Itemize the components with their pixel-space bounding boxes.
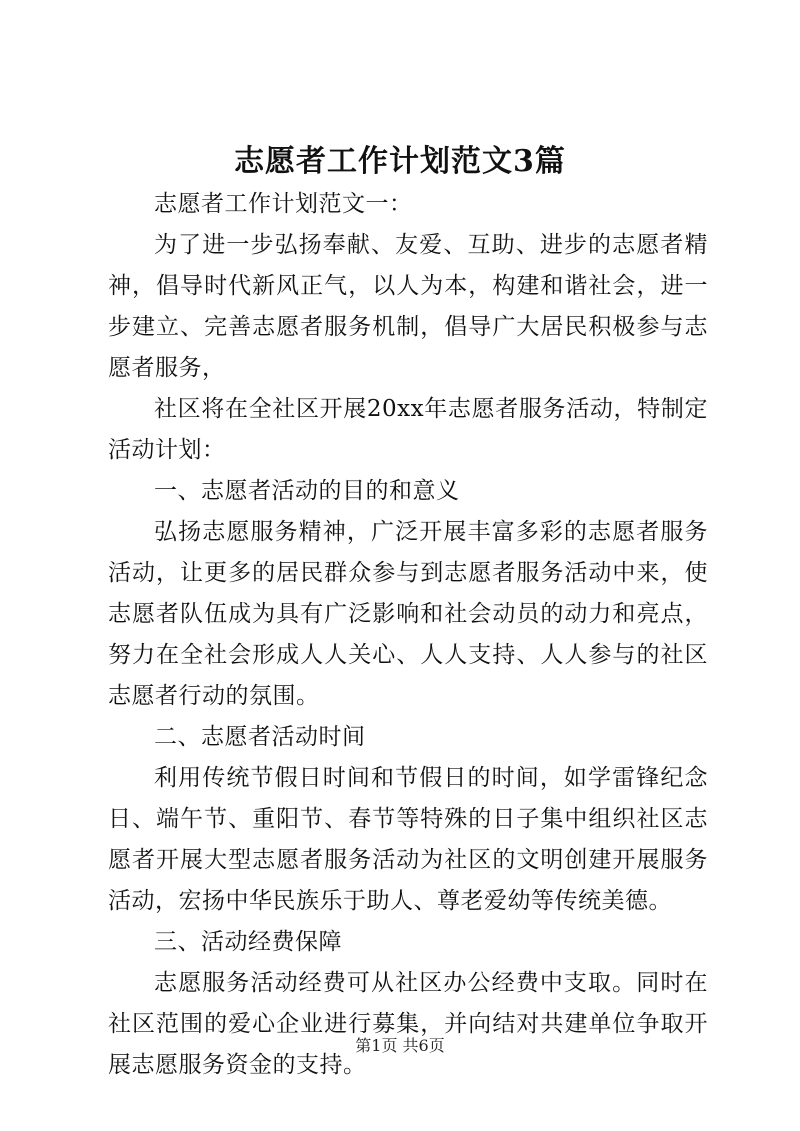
section-heading-purpose: 一、志愿者活动的目的和意义: [154, 478, 460, 504]
paragraph-purpose-detail: 弘扬志愿服务精神，广泛开展丰富多彩的志愿者服务活动，让更多的居民群众参与到志愿者服务活动中来，使志愿者队伍成为具有广泛影响和社会动员的动力和亮点，努力在全社会形成人人关心、人人支持、人人参与的社区志愿者行动的氛围。: [108, 519, 708, 709]
paragraph-plan-statement: 社区将在全社区开展20xx年志愿者服务活动，特制定活动计划：: [108, 396, 708, 463]
paragraph-purpose: 为了进一步弘扬奉献、友爱、互助、进步的志愿者精神，倡导时代新风正气，以人为本，构建和谐社会，进一步建立、完善志愿者服务机制，倡导广大居民积极参与志愿者服务，: [108, 232, 708, 381]
paragraph-time-detail: 利用传统节假日时间和节假日的时间，如学雷锋纪念日、端午节、重阳节、春节等特殊的日子集中组织社区志愿者开展大型志愿者服务活动为社区的文明创建开展服务活动，宏扬中华民族乐于助人、尊老爱幼等传统美德。: [108, 765, 708, 914]
paragraph-funding-detail: 志愿服务活动经费可从社区办公经费中支取。同时在社区范围的爱心企业进行募集，并向结对共建单位争取开展志愿服务资金的支持。: [108, 970, 708, 1078]
paragraph-intro-heading: 志愿者工作计划范文一：: [154, 191, 413, 217]
page-number-footer: 第1页 共6页: [355, 1036, 445, 1055]
document-body: [108, 184, 708, 1086]
document-title: 志愿者工作计划范文3篇: [234, 144, 566, 179]
section-heading-time: 二、志愿者活动时间: [154, 724, 366, 750]
section-heading-funding: 三、活动经费保障: [154, 929, 342, 955]
